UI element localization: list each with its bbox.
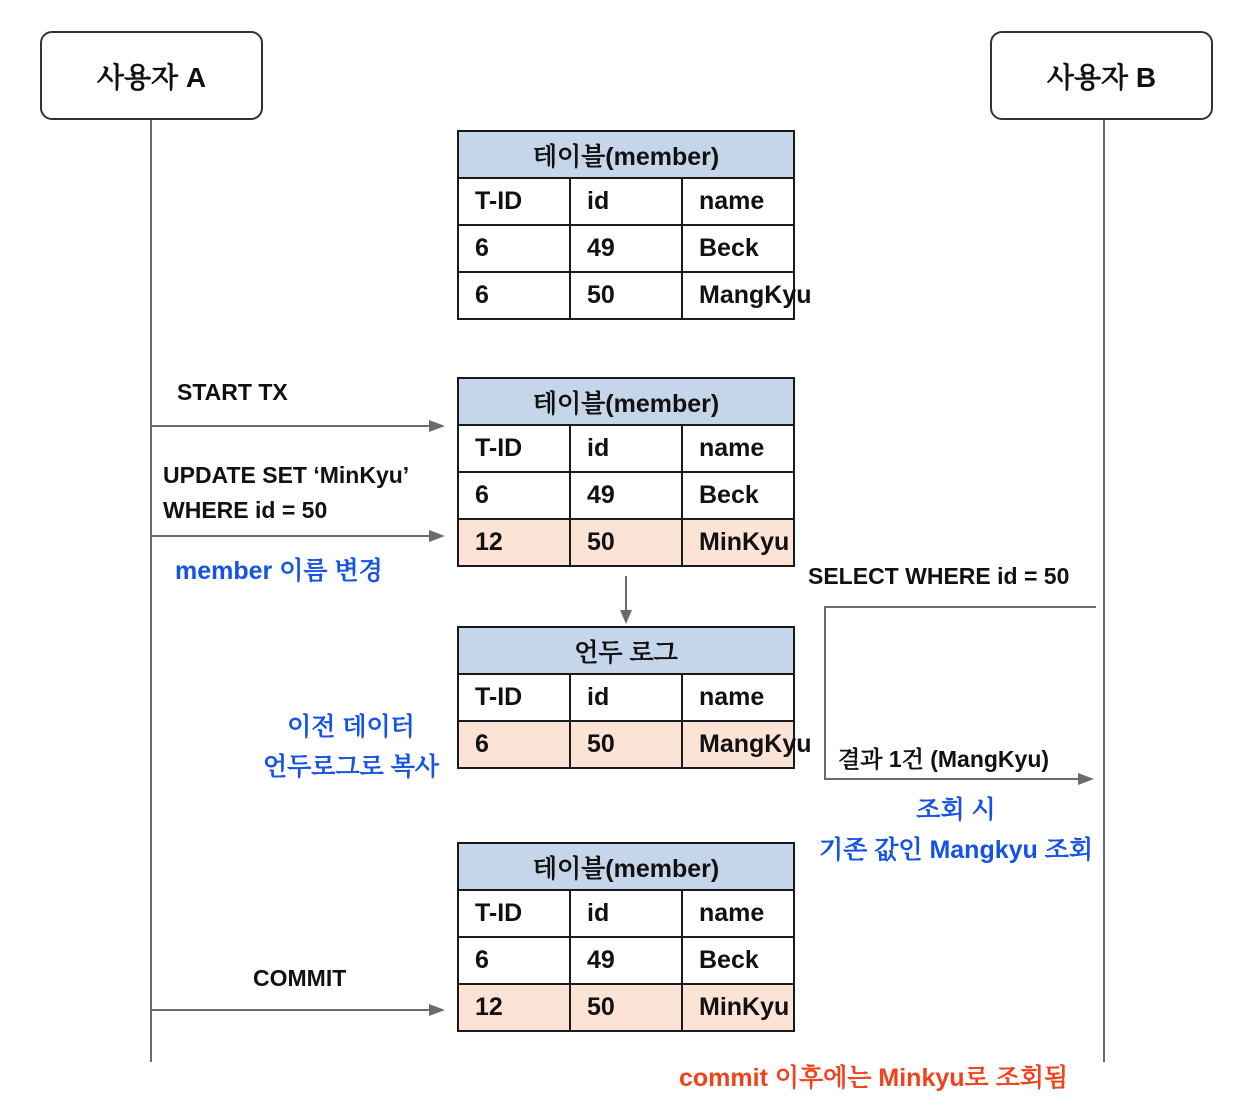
table-cell: MangKyu [682,721,794,768]
table-cell: 50 [570,519,682,566]
column-header: T-ID [458,890,570,937]
column-header: id [570,674,682,721]
table-row-highlighted [458,984,794,1031]
commit-arrow-line [151,1009,431,1011]
table-member-committed [457,842,795,1032]
table-cell: 6 [458,225,570,272]
update-arrow-line [151,535,431,537]
column-header: T-ID [458,425,570,472]
table-title: 테이블(member) [458,131,794,178]
table-member-updated [457,377,795,567]
update-arrow-head [429,530,445,542]
actor-user-b-label: 사용자 B [1046,61,1157,93]
table-title: 테이블(member) [458,843,794,890]
table-cell: MinKyu [682,984,794,1031]
table-row [458,472,794,519]
undo-note [256,707,446,783]
undo-copy-arrow-line [625,576,627,612]
update-label-line1: UPDATE SET ‘MinKyu’ [163,462,410,488]
table-header-row [458,890,794,937]
table-cell: 50 [570,721,682,768]
table-undo-log [457,626,812,769]
table-header-row [458,674,794,721]
select-note-line2: 기존 값인 Mangkyu 조회 [818,836,1094,864]
table-title: 언두 로그 [458,627,794,674]
table-cell: 49 [570,225,682,272]
table-cell: MangKyu [682,272,794,319]
undo-copy-arrow-head [620,610,632,624]
start-tx-arrow-line [151,425,431,427]
column-header: T-ID [458,178,570,225]
undo-note-line1: 이전 데이터 [287,713,415,741]
column-header: id [570,178,682,225]
actor-user-a [40,31,263,120]
table-cell: 12 [458,984,570,1031]
column-header: name [682,425,794,472]
lifeline-user-b [1103,120,1105,1062]
commit-note: commit 이후에는 Minkyu로 조회됨 [679,1064,1069,1092]
table-member-initial [457,130,812,320]
table-cell: 6 [458,472,570,519]
select-note-line1: 조회 시 [916,796,996,824]
table-cell: 50 [570,984,682,1031]
column-header: name [682,674,794,721]
update-note: member 이름 변경 [175,557,383,585]
column-header: name [682,178,794,225]
table-title: 테이블(member) [458,378,794,425]
column-header: T-ID [458,674,570,721]
undo-note-line2: 언두로그로 복사 [263,753,439,781]
update-label-line2: WHERE id = 50 [163,497,328,523]
select-line-top [824,606,1096,608]
start-tx-label: START TX [177,379,288,405]
table-cell: Beck [682,937,794,984]
table-cell: 6 [458,721,570,768]
column-header: name [682,890,794,937]
lifeline-user-a [150,120,152,1062]
select-result-arrow-line [824,778,1080,780]
table-cell: 49 [570,472,682,519]
table-cell: 6 [458,272,570,319]
actor-user-a-label: 사용자 A [96,61,207,93]
table-cell: 6 [458,937,570,984]
select-label: SELECT WHERE id = 50 [808,563,1070,589]
table-header-row [458,178,794,225]
select-line-vertical [824,606,826,780]
table-row [458,272,794,319]
actor-user-b [990,31,1213,120]
table-cell: 12 [458,519,570,566]
commit-arrow-head [429,1004,445,1016]
select-result-label: 결과 1건 (MangKyu) [838,746,1050,772]
select-result-arrow-head [1078,773,1094,785]
table-row [458,225,794,272]
table-row [458,937,794,984]
table-row-highlighted [458,721,794,768]
table-cell: Beck [682,225,794,272]
table-cell: 49 [570,937,682,984]
column-header: id [570,890,682,937]
column-header: id [570,425,682,472]
commit-label: COMMIT [253,965,347,991]
start-tx-arrow-head [429,420,445,432]
table-cell: MinKyu [682,519,794,566]
table-row-highlighted [458,519,794,566]
table-cell: Beck [682,472,794,519]
table-cell: 50 [570,272,682,319]
table-header-row [458,425,794,472]
select-note [806,790,1106,866]
